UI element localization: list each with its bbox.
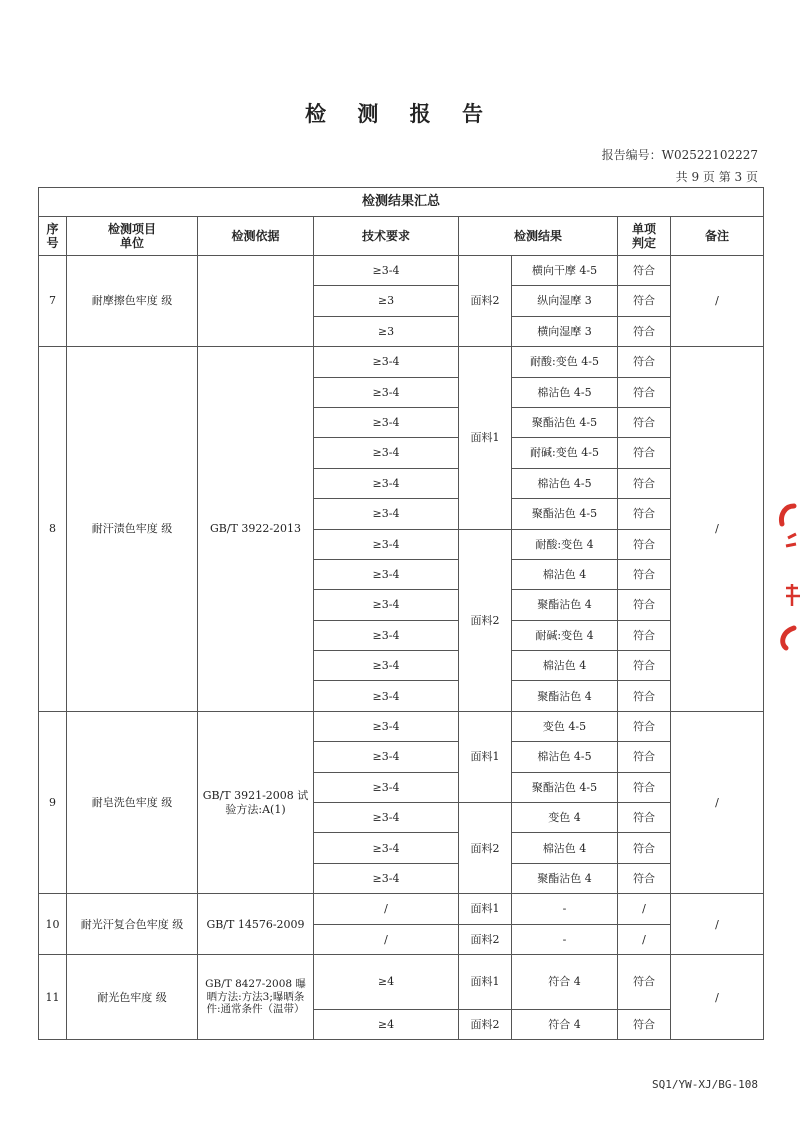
judge-cell: 符合 xyxy=(618,742,671,772)
header-judge xyxy=(618,217,671,256)
requirement-cell: ≥3-4 xyxy=(314,803,459,833)
result-cell: 符合 4 xyxy=(512,954,618,1009)
seq-cell: 8 xyxy=(39,347,67,712)
requirement-cell: ≥3-4 xyxy=(314,529,459,559)
requirement-cell: ≥4 xyxy=(314,954,459,1009)
judge-cell: 符合 xyxy=(618,590,671,620)
requirement-cell: ≥3-4 xyxy=(314,651,459,681)
judge-cell: 符合 xyxy=(618,863,671,893)
requirement-cell: ≥3-4 xyxy=(314,681,459,711)
requirement-cell: / xyxy=(314,894,459,924)
results-summary-table xyxy=(38,187,764,1040)
remark-cell: / xyxy=(671,347,764,712)
result-cell: 横向干摩 4-5 xyxy=(512,256,618,286)
material-cell: 面料2 xyxy=(459,256,512,347)
result-cell: 聚酯沾色 4 xyxy=(512,590,618,620)
result-cell: 聚酯沾色 4-5 xyxy=(512,499,618,529)
judge-cell: 符合 xyxy=(618,711,671,741)
requirement-cell: ≥3 xyxy=(314,286,459,316)
requirement-cell: ≥3-4 xyxy=(314,772,459,802)
judge-cell: 符合 xyxy=(618,438,671,468)
header-item-line2: 单位 xyxy=(119,236,144,250)
footer-form-code: SQ1/YW-XJ/BG-108 xyxy=(652,1078,758,1091)
remark-cell: / xyxy=(671,954,764,1039)
requirement-cell: ≥3-4 xyxy=(314,742,459,772)
result-cell: 变色 4 xyxy=(512,803,618,833)
judge-cell: 符合 xyxy=(618,559,671,589)
material-cell: 面料1 xyxy=(459,711,512,802)
judge-cell: 符合 xyxy=(618,833,671,863)
result-cell: 聚酯沾色 4 xyxy=(512,863,618,893)
requirement-cell: ≥3-4 xyxy=(314,711,459,741)
material-cell: 面料2 xyxy=(459,924,512,954)
requirement-cell: ≥3-4 xyxy=(314,833,459,863)
header-basis: 检测依据 xyxy=(198,217,314,256)
material-cell: 面料1 xyxy=(459,954,512,1009)
material-cell: 面料2 xyxy=(459,529,512,711)
header-requirement: 技术要求 xyxy=(314,217,459,256)
judge-cell: 符合 xyxy=(618,803,671,833)
result-cell: 棉沾色 4-5 xyxy=(512,742,618,772)
result-cell: - xyxy=(512,894,618,924)
judge-cell: 符合 xyxy=(618,347,671,377)
result-cell: - xyxy=(512,924,618,954)
requirement-cell: ≥3-4 xyxy=(314,438,459,468)
header-judge-line1: 单项 xyxy=(631,221,656,236)
requirement-cell: ≥4 xyxy=(314,1009,459,1039)
item-cell: 耐汗渍色牢度 级 xyxy=(67,347,198,712)
table-row xyxy=(39,894,764,924)
result-cell: 聚酯沾色 4 xyxy=(512,681,618,711)
basis-cell: GB/T 3922-2013 xyxy=(198,347,314,712)
requirement-cell: / xyxy=(314,924,459,954)
seq-cell: 7 xyxy=(39,256,67,347)
judge-cell: 符合 xyxy=(618,772,671,802)
judge-cell: 符合 xyxy=(618,529,671,559)
judge-cell: 符合 xyxy=(618,954,671,1009)
result-cell: 聚酯沾色 4-5 xyxy=(512,407,618,437)
header-item xyxy=(67,217,198,256)
header-seq: 序号 xyxy=(39,217,67,256)
requirement-cell: ≥3-4 xyxy=(314,468,459,498)
result-cell: 横向湿摩 3 xyxy=(512,316,618,346)
judge-cell: 符合 xyxy=(618,316,671,346)
seq-cell: 10 xyxy=(39,894,67,955)
header-remark: 备注 xyxy=(671,217,764,256)
requirement-cell: ≥3-4 xyxy=(314,559,459,589)
material-cell: 面料2 xyxy=(459,803,512,894)
judge-cell: 符合 xyxy=(618,286,671,316)
requirement-cell: ≥3-4 xyxy=(314,590,459,620)
requirement-cell: ≥3-4 xyxy=(314,863,459,893)
judge-cell: 符合 xyxy=(618,651,671,681)
report-title: 检 测 报 告 xyxy=(305,101,495,126)
requirement-cell: ≥3-4 xyxy=(314,377,459,407)
seq-cell: 9 xyxy=(39,711,67,893)
basis-cell: GB/T 14576-2009 xyxy=(198,894,314,955)
item-cell: 耐光汗复合色牢度 级 xyxy=(67,894,198,955)
judge-cell: 符合 xyxy=(618,377,671,407)
remark-cell: / xyxy=(671,894,764,955)
judge-cell: 符合 xyxy=(618,1009,671,1039)
material-cell: 面料1 xyxy=(459,347,512,529)
judge-cell: 符合 xyxy=(618,468,671,498)
table-row xyxy=(39,256,764,286)
table-row xyxy=(39,347,764,377)
result-cell: 变色 4-5 xyxy=(512,711,618,741)
requirement-cell: ≥3-4 xyxy=(314,256,459,286)
judge-cell: 符合 xyxy=(618,620,671,650)
requirement-cell: ≥3-4 xyxy=(314,407,459,437)
result-cell: 纵向湿摩 3 xyxy=(512,286,618,316)
material-cell: 面料1 xyxy=(459,894,512,924)
report-number: 报告编号：W02522102227 xyxy=(601,148,758,162)
header-item-line1: 检测项目 xyxy=(107,221,156,236)
requirement-cell: ≥3-4 xyxy=(314,620,459,650)
requirement-cell: ≥3-4 xyxy=(314,499,459,529)
item-cell: 耐光色牢度 级 xyxy=(67,954,198,1039)
judge-cell: 符合 xyxy=(618,256,671,286)
judge-cell: 符合 xyxy=(618,407,671,437)
result-cell: 聚酯沾色 4-5 xyxy=(512,772,618,802)
item-cell: 耐皂洗色牢度 级 xyxy=(67,711,198,893)
page-info: 共 9 页 第 3 页 xyxy=(675,170,758,184)
table-row xyxy=(39,711,764,741)
header-result: 检测结果 xyxy=(459,217,618,256)
judge-cell: / xyxy=(618,894,671,924)
judge-cell: 符合 xyxy=(618,499,671,529)
requirement-cell: ≥3 xyxy=(314,316,459,346)
table-row xyxy=(39,954,764,1009)
result-cell: 棉沾色 4 xyxy=(512,651,618,681)
result-cell: 耐酸:变色 4 xyxy=(512,529,618,559)
result-cell: 耐酸:变色 4-5 xyxy=(512,347,618,377)
result-cell: 棉沾色 4-5 xyxy=(512,468,618,498)
judge-cell: / xyxy=(618,924,671,954)
result-cell: 棉沾色 4 xyxy=(512,833,618,863)
table-caption: 检测结果汇总 xyxy=(39,188,764,217)
result-cell: 符合 4 xyxy=(512,1009,618,1039)
basis-cell: GB/T 8427-2008 曝晒方法:方法3;曝晒条件:通常条件（温带） xyxy=(198,954,314,1039)
result-cell: 棉沾色 4 xyxy=(512,559,618,589)
material-cell: 面料2 xyxy=(459,1009,512,1039)
requirement-cell: ≥3-4 xyxy=(314,347,459,377)
seal-stamp-fragment xyxy=(774,498,800,658)
seq-cell: 11 xyxy=(39,954,67,1039)
basis-cell xyxy=(198,256,314,347)
remark-cell: / xyxy=(671,256,764,347)
result-cell: 耐碱:变色 4 xyxy=(512,620,618,650)
judge-cell: 符合 xyxy=(618,681,671,711)
result-cell: 耐碱:变色 4-5 xyxy=(512,438,618,468)
header-judge-line2: 判定 xyxy=(631,236,656,250)
basis-cell: GB/T 3921-2008 试验方法:A(1) xyxy=(198,711,314,893)
result-cell: 棉沾色 4-5 xyxy=(512,377,618,407)
remark-cell: / xyxy=(671,711,764,893)
item-cell: 耐摩擦色牢度 级 xyxy=(67,256,198,347)
